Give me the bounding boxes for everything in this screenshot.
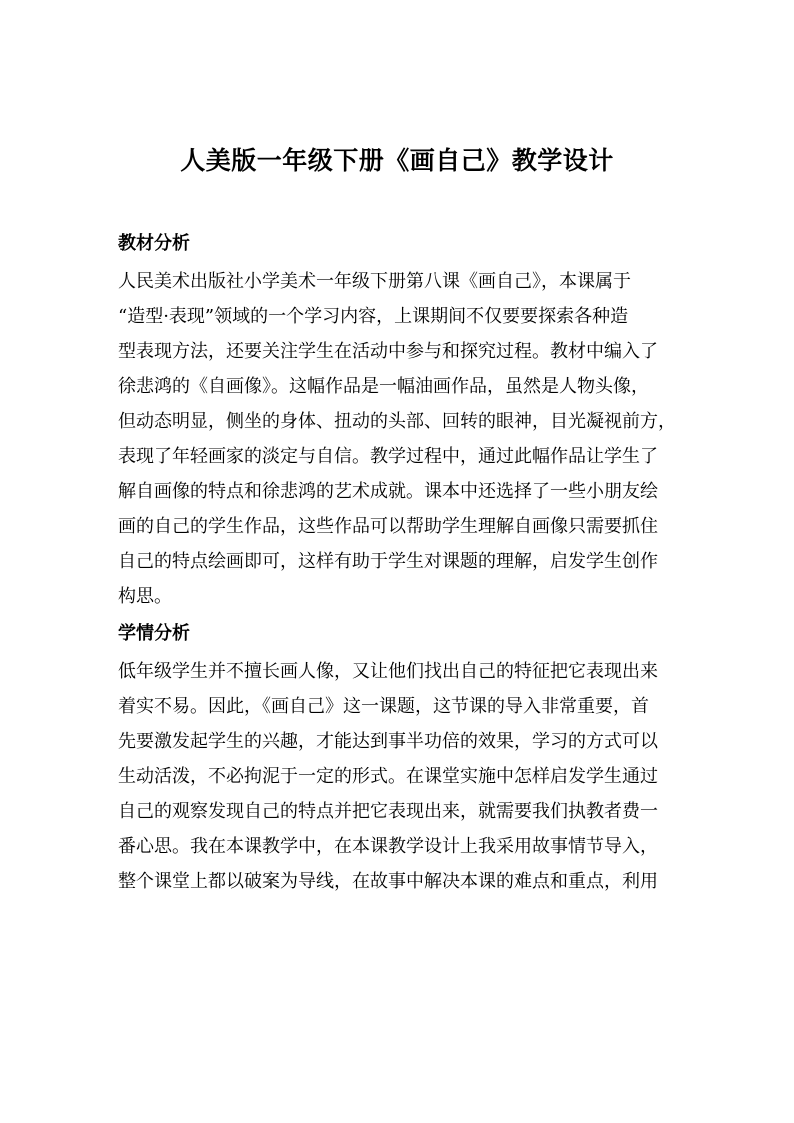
paragraph-line: 画的自己的学生作品，这些作品可以帮助学生理解自画像只需要抓住 — [118, 516, 658, 537]
paragraph-line: 人民美术出版社小学美术一年级下册第八课《画自己》，本课属于 — [118, 271, 631, 292]
document-title: 人美版一年级下册《画自己》教学设计 — [180, 146, 614, 175]
paragraph-line: 但动态明显，侧坐的身体、扭动的头部、回转的眼神，目光凝视前方， — [118, 411, 676, 432]
paragraph-line: 自己的观察发现自己的特点并把它表现出来，就需要我们执教者费一 — [118, 801, 658, 822]
paragraph-line: 型表现方法，还要关注学生在活动中参与和探究过程。教材中编入了 — [118, 341, 658, 362]
paragraph-line: 先要激发起学生的兴趣，才能达到事半功倍的效果，学习的方式可以 — [118, 731, 658, 752]
paragraph-line: 解自画像的特点和徐悲鸿的艺术成就。课本中还选择了一些小朋友绘 — [118, 481, 658, 502]
paragraph-line: “造型·表现”领域的一个学习内容，上课期间不仅要要探索各种造 — [118, 306, 629, 327]
paragraph-line: 表现了年轻画家的淡定与自信。教学过程中，通过此幅作品让学生了 — [118, 446, 658, 467]
paragraph-line: 生动活泼，不必拘泥于一定的形式。在课堂实施中怎样启发学生通过 — [118, 766, 658, 787]
paragraph-line: 番心思。我在本课教学中，在本课教学设计上我采用故事情节导入， — [118, 836, 658, 857]
paragraph-line: 整个课堂上都以破案为导线，在故事中解决本课的难点和重点，利用 — [118, 871, 658, 892]
paragraph-line: 构思。 — [118, 586, 172, 607]
section-heading-student-analysis: 学情分析 — [118, 623, 190, 644]
paragraph-line: 着实不易。因此，《画自己》这一课题，这节课的导入非常重要，首 — [118, 696, 649, 717]
paragraph-line: 自己的特点绘画即可，这样有助于学生对课题的理解，启发学生创作 — [118, 551, 658, 572]
section-heading-textbook-analysis: 教材分析 — [118, 233, 190, 254]
paragraph-line: 低年级学生并不擅长画人像，又让他们找出自己的特征把它表现出来 — [118, 661, 658, 682]
paragraph-line: 徐悲鸿的《自画像》。这幅作品是一幅油画作品，虽然是人物头像， — [118, 376, 649, 397]
